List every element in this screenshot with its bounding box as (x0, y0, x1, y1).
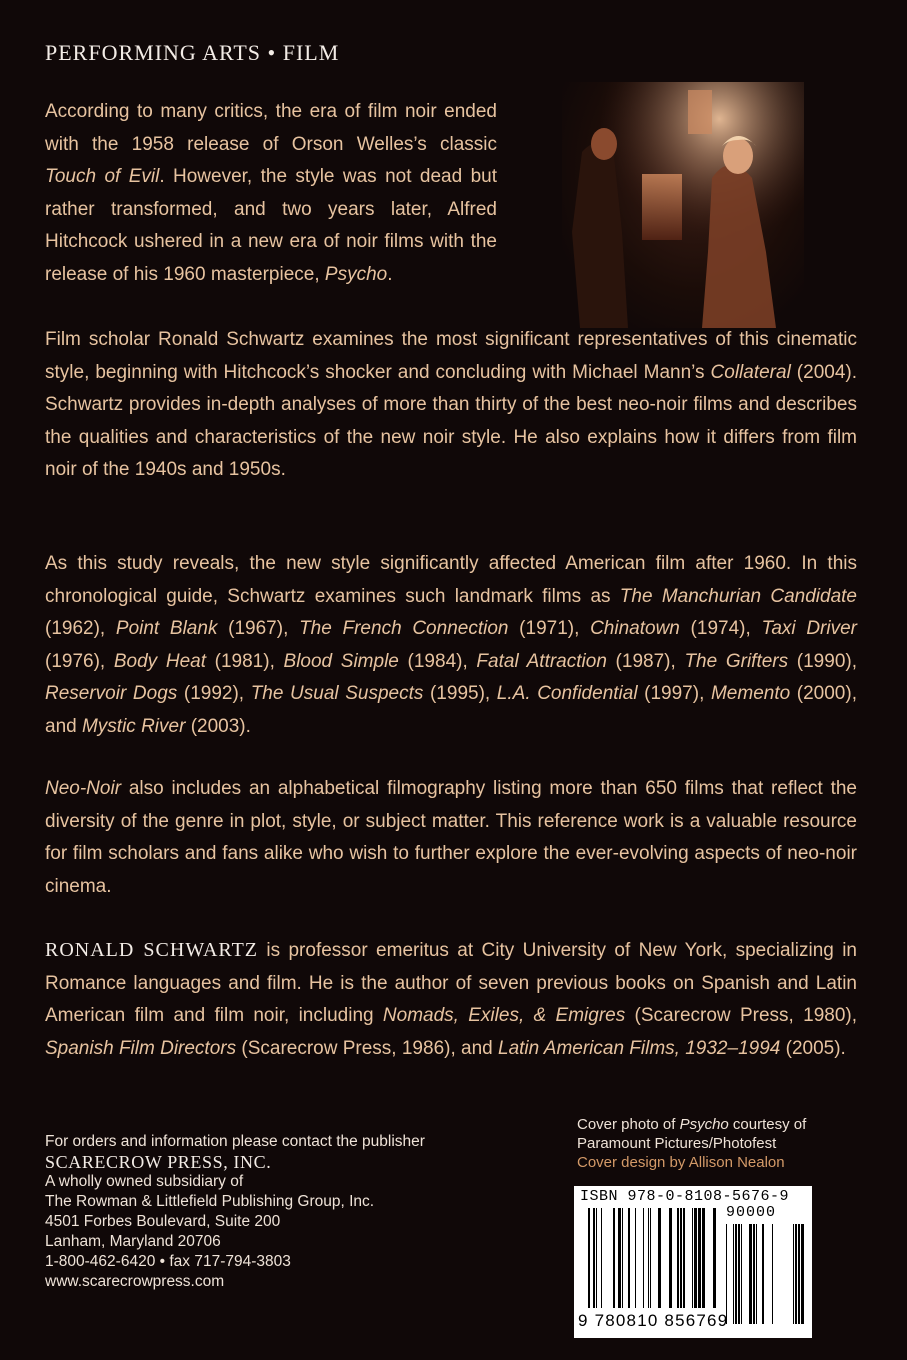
barcode-bar (618, 1208, 621, 1308)
design-credit: Cover design by Allison Nealon (577, 1154, 785, 1171)
addon-bar (772, 1224, 773, 1324)
ean-number: 9 780810 856769 (578, 1311, 729, 1330)
addon-bar (762, 1224, 764, 1324)
barcode-bar (650, 1208, 651, 1308)
barcode-bar (588, 1208, 590, 1308)
addon-bar (753, 1224, 755, 1324)
category-heading: PERFORMING ARTS • FILM (45, 40, 340, 65)
intro-paragraph: According to many critics, the era of film noir ended with the 1958 release of Orson Welles’s classic Touch of Evil. However, the style was not dead but rather transformed, and two years later, Alfred Hitchcock ushered in a new era of noir films with the release of his 1960 masterpiece, Psycho. (45, 101, 497, 285)
addon-bar (795, 1224, 797, 1324)
addon-bar (726, 1224, 727, 1324)
barcode-bar (698, 1208, 701, 1308)
barcode-bar (658, 1208, 661, 1308)
filmography-paragraph: Neo-Noir also includes an alphabetical filmography listing more than 650 films that reflect the diversity of the genre in plot, style, or subject matter. This reference work is a valuable resource for film scholars and fans alike who wish to further explore the ever-evolving aspects of neo-noir cinema. (45, 778, 857, 897)
addon-bar (738, 1224, 740, 1324)
author-name: RONALD SCHWARTZ (45, 939, 259, 961)
addon-bar (798, 1224, 800, 1324)
barcode-bar (593, 1208, 595, 1308)
contact-line: A wholly owned subsidiary of (45, 1173, 244, 1190)
contact-line: The Rowman & Littlefield Publishing Group, Inc. (45, 1193, 375, 1210)
barcode-bar (702, 1208, 705, 1308)
publisher-website: www.scarecrowpress.com (45, 1273, 225, 1290)
psycho-still-image (562, 82, 804, 328)
barcode-bar (669, 1208, 672, 1308)
barcode-bar (601, 1208, 602, 1308)
barcode-bar (648, 1208, 649, 1308)
contact-intro: For orders and information please contact the publisher (45, 1133, 425, 1150)
barcode-bar (677, 1208, 679, 1308)
isbn-number: ISBN 978-0-8108-5676-9 (580, 1188, 790, 1205)
barcode-bar (613, 1208, 615, 1308)
barcode-bar (635, 1208, 636, 1308)
addon-bar (733, 1224, 734, 1324)
contact-address: Lanham, Maryland 20706 (45, 1233, 221, 1250)
barcode-bar (628, 1208, 630, 1308)
barcode-bar (694, 1208, 697, 1308)
addon-bar (793, 1224, 794, 1324)
addon-bar (756, 1224, 757, 1324)
publisher-name: SCARECROW PRESS, INC. (45, 1152, 272, 1172)
photo-credit: Cover photo of Psycho courtesy of (577, 1116, 807, 1133)
scholar-paragraph: Film scholar Ronald Schwartz examines the most significant representatives of this cinematic style, beginning with Hitchcock’s shocker and concluding with Michael Mann’s Collateral (2004). Schwartz provides in-depth analyses of more than thirty of the best neo-noir films and describes the qualities and characteristics of the new noir style. He also explains how it differs from film noir of the 1940s and 1950s. (45, 329, 857, 480)
barcode-bar (680, 1208, 682, 1308)
contact-phone: 1-800-462-6420 • fax 717-794-3803 (45, 1253, 291, 1270)
addon-bar (735, 1224, 737, 1324)
publisher-contact (45, 1132, 425, 1292)
addon-bar (741, 1224, 742, 1324)
barcode-bar (596, 1208, 597, 1308)
price-addon: 90000 (726, 1204, 777, 1221)
barcode-bar (713, 1208, 716, 1308)
films-paragraph: As this study reveals, the new style significantly affected American film after 1960. In this chronological guide, Schwartz examines such landmark films as The Manchurian Candidate (1962), Point Blank (1967), The French Connection (1971), Chinatown (1974), Taxi Driver (1976), Body Heat (1981), Blood Simple (1984), Fatal Attraction (1987), The Grifters (1990), Reservoir Dogs (1992), The Usual Suspects (1995), L.A. Confidential (1997), Memento (2000), and Mystic River (2003). (45, 553, 857, 737)
addon-bar (801, 1224, 804, 1324)
barcode-bar (622, 1208, 623, 1308)
photo-credit-source: Paramount Pictures/Photofest (577, 1135, 777, 1152)
author-bio: RONALD SCHWARTZ is professor emeritus at City University of New York, specializing in Romance languages and film. He is the author of seven previous books on Spanish and Latin American film and film noir, including Nomads, Exiles, & Emigres (Scarecrow Press, 1980), Spanish Film Directors (Scarecrow Press, 1986), and Latin American Films, 1932–1994 (2005). (45, 939, 857, 1059)
cover-credits (577, 1115, 806, 1172)
barcode-bar (683, 1208, 685, 1308)
cover-photo (562, 82, 804, 328)
barcode-bar (692, 1208, 693, 1308)
contact-address: 4501 Forbes Boulevard, Suite 200 (45, 1213, 281, 1230)
isbn-barcode (574, 1186, 812, 1338)
addon-bar (749, 1224, 752, 1324)
barcode-bar (643, 1208, 644, 1308)
